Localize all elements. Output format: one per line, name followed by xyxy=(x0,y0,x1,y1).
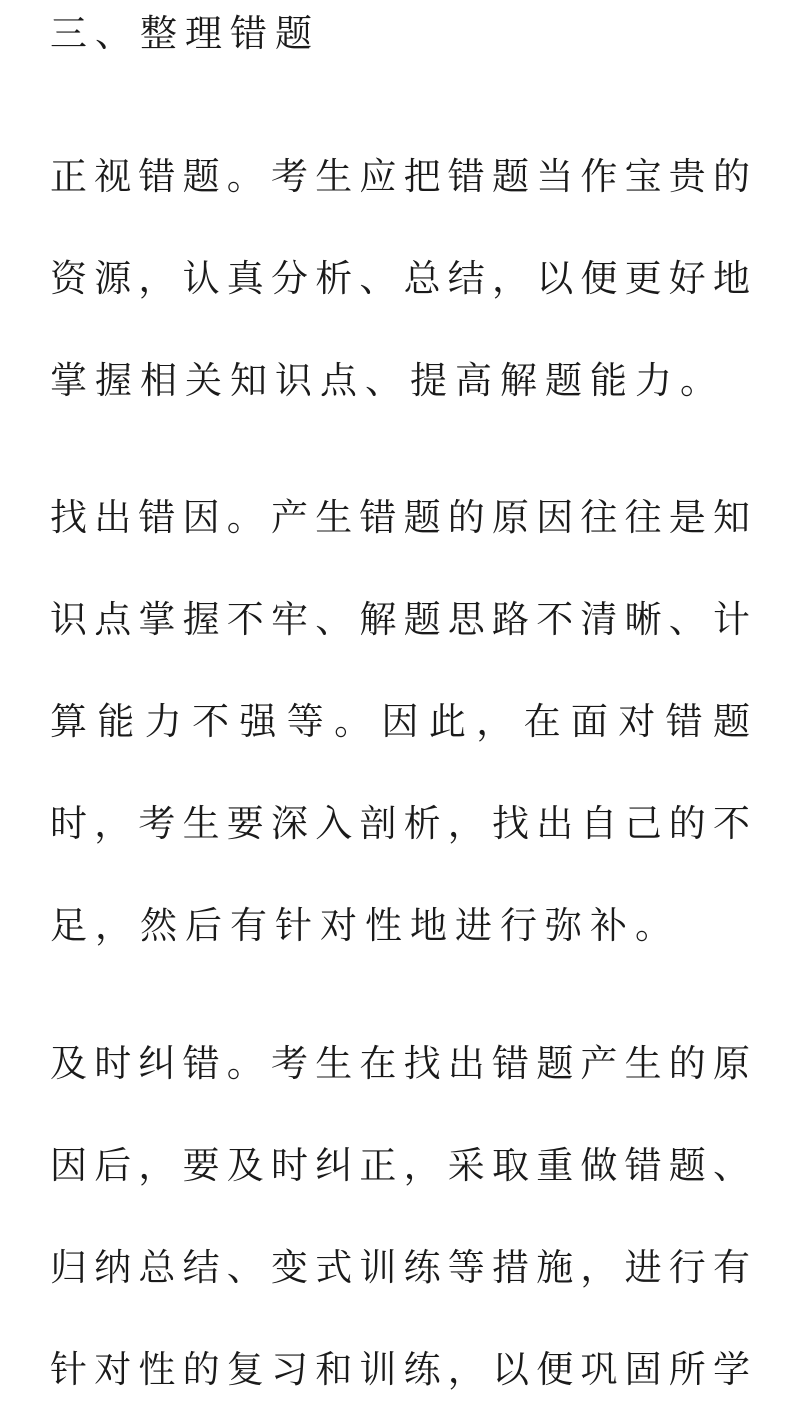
paragraph-3-line-1: 及时纠错。考生在找出错题产生的原 xyxy=(50,1042,750,1085)
paragraph-2-line-5: 足，然后有针对性地进行弥补。 xyxy=(50,904,680,947)
paragraph-1-line-2: 资源，认真分析、总结，以便更好地 xyxy=(50,257,750,300)
section-heading: 三、整理错题 xyxy=(50,12,320,55)
paragraph-2-line-2: 识点掌握不牢、解题思路不清晰、计 xyxy=(50,598,750,641)
paragraph-3-line-4: 针对性的复习和训练，以便巩固所学 xyxy=(50,1348,750,1391)
paragraph-2-line-1: 找出错因。产生错题的原因往往是知 xyxy=(50,496,750,539)
paragraph-3-line-3: 归纳总结、变式训练等措施，进行有 xyxy=(50,1246,750,1289)
paragraph-1-line-1: 正视错题。考生应把错题当作宝贵的 xyxy=(50,155,750,198)
paragraph-2-line-3: 算能力不强等。因此，在面对错题 xyxy=(50,700,750,743)
paragraph-3-line-2: 因后，要及时纠正，采取重做错题、 xyxy=(50,1144,750,1187)
paragraph-1-line-3: 掌握相关知识点、提高解题能力。 xyxy=(50,359,725,402)
paragraph-2-line-4: 时，考生要深入剖析，找出自己的不 xyxy=(50,802,750,845)
